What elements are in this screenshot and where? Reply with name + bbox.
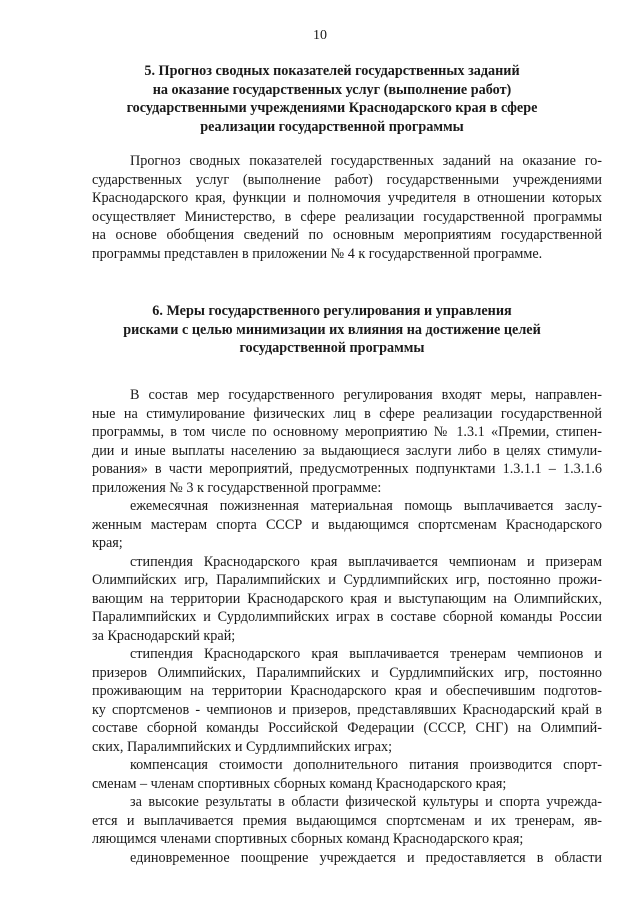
paragraph-line: В состав мер государственного регулирования входят меры, направлен- [130,387,602,403]
paragraph-line: края; [92,535,123,551]
paragraph-line: рования» в части мероприятий, предусмотренных подпунктами 1.3.1.1 – 1.3.1.6 [92,461,602,477]
paragraph-line: на основе обобщения сведений по основным мероприятиям государственной [92,227,602,243]
heading-line: государственными учреждениями Краснодарского края в сфере [126,100,538,116]
paragraph-line: вающим на территории Краснодарского края и выступающим на Олимпийских, [92,590,602,607]
section-5-heading [90,62,574,136]
paragraph-line: призеров Олимпийских, Паралимпийских и Сурдлимпийских игр, постоянно [92,664,602,681]
heading-line: 6. Меры государственного регулирования и управления [152,303,512,319]
paragraph-line: Прогноз сводных показателей государственных заданий на оказание го- [130,153,602,169]
paragraph-line: дии и иные выплаты населению за выдающиеся заслуги либо в целях стимули- [92,442,602,459]
paragraph-line: Краснодарского края, функции и полномочия учредителя в отношении которых [92,190,602,206]
heading-line: реализации государственной программы [200,118,464,135]
heading-line: государственной программы [239,340,425,356]
heading-line: 5. Прогноз сводных показателей государственных заданий [144,63,520,79]
paragraph-line: компенсация стоимости дополнительного питания производится спорт- [130,757,602,773]
heading-line: на оказание государственных услуг (выполнение работ) [152,81,512,98]
section-5-paragraph [92,152,602,263]
paragraph-line: ные на стимулирование физических лиц в сфере реализации государственной [92,405,602,422]
section-6-body [92,386,602,867]
paragraph-line: женным мастерам спорта СССР и выдающимся спортсменам Краснодарского [92,516,602,533]
paragraph-line: единовременное поощрение учреждается и предоставляется в области [130,849,602,866]
paragraph-line: сударственных услуг (выполнение работ) государственными учреждениями [92,171,602,188]
paragraph-line: проживающим на территории Краснодарского края и обеспечившим подготов- [92,683,602,699]
paragraph-line: ку спортсменов - чемпионов и призеров, представлявших Краснодарский край в [92,701,602,718]
page-number: 10 [313,28,327,43]
section-6-heading [90,302,574,358]
paragraph-line: Олимпийских игр, Паралимпийских и Сурдлимпийских игр, постоянно прожи- [92,572,602,588]
paragraph-line: программы представлен в приложении № 4 к государственной программе. [92,245,543,262]
paragraph-line: ских, Паралимпийских и Сурдлимпийских играх; [92,738,393,755]
paragraph-line: Паралимпийских и Сурдолимпийских играх в составе сборной команды России [92,609,602,625]
paragraph-line: стипендия Краснодарского края выплачивается тренерам чемпионов и [130,646,602,662]
paragraph-line: за высокие результаты в области физической культуры и спорта учрежда- [130,794,602,810]
paragraph-line: составе сборной команды Российской Федерации (СССР, СНГ) на Олимпий- [92,720,602,736]
paragraph-line: программы, в том числе по основному мероприятию № 1.3.1 «Премии, стипен- [92,424,602,440]
paragraph-line: ежемесячная пожизненная материальная помощь выплачивается заслу- [130,498,602,514]
paragraph-line: ляющимся членами спортивных сборных команд Краснодарского края; [92,831,524,847]
paragraph-line: сменам – членам спортивных сборных команд Краснодарского края; [92,775,507,792]
heading-line: рисками с целью минимизации их влияния на достижение целей [123,321,541,338]
paragraph-line: осуществляет Министерство, в сфере реализации государственной программы [92,208,602,225]
paragraph-line: приложения № 3 к государственной программе: [92,479,382,496]
paragraph-line: стипендия Краснодарского края выплачивается чемпионам и призерам [130,553,602,570]
paragraph-line: за Краснодарский край; [92,627,236,644]
paragraph-line: ется и выплачивается премия выдающимся спортсменам и их тренерам, яв- [92,812,602,829]
